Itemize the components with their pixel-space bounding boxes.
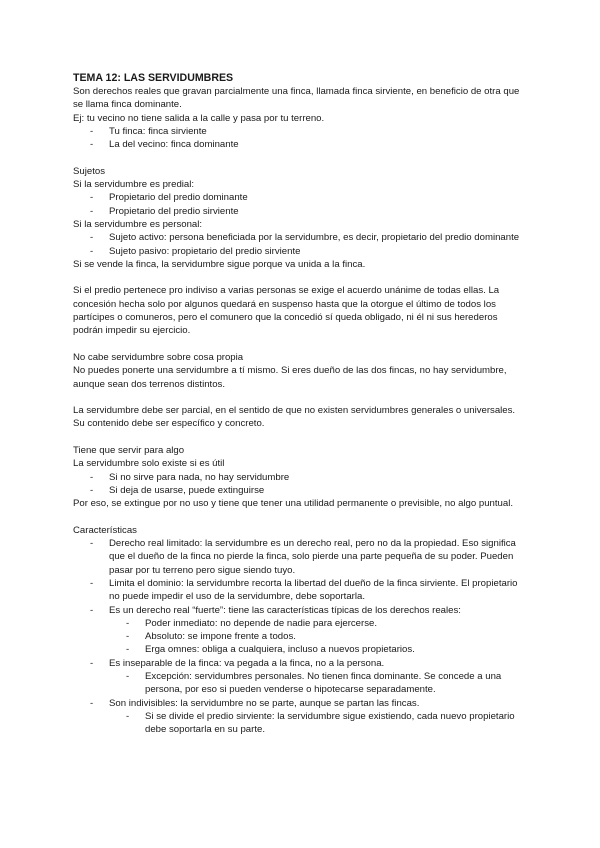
caracteristicas-list: [73, 537, 525, 736]
sujetos-closing: Si se vende la finca, la servidumbre sigue porque va unida a la finca.: [73, 258, 366, 270]
list-item: - Derecho real limitado: la servidumbre es un derecho real, pero no da la propiedad. Eso significa que el dueño de la finca no pierde la finca, solo pierde una parte pequeña de su poder. Pueden pasar por tu terreno pero sigue siendo tuyo.: [73, 537, 525, 577]
document-page: [73, 72, 525, 737]
list-item: - Si no sirve para nada, no hay servidumbre: [73, 471, 525, 484]
servir-list: [73, 471, 525, 498]
sublist-item: - Erga omnes: obliga a cualquiera, incluso a nuevos propietarios.: [109, 643, 525, 656]
cosa-propia-paragraph: No puedes ponerte una servidumbre a tí mismo. Si eres dueño de las dos fincas, no hay servidumbre, aunque sean dos terrenos distintos.: [73, 365, 507, 390]
list-item: - Propietario del predio sirviente: [73, 205, 525, 218]
section-heading-sujetos: Sujetos: [73, 165, 105, 177]
parcial-paragraph: La servidumbre debe ser parcial, en el sentido de que no existen servidumbres generales o universales. Su contenido debe ser específico y concreto.: [73, 405, 516, 430]
section-heading-caracteristicas: Características: [73, 524, 137, 536]
list-item-text: Son indivisibles: la servidumbre no se parte, aunque se partan las fincas.: [109, 697, 420, 709]
personal-list: [73, 231, 525, 258]
example-paragraph: Ej: tu vecino no tiene salida a la calle y pasa por tu terreno.: [73, 112, 325, 124]
sublist-item: - Excepción: servidumbres personales. No tienen finca dominante. Se concede a una persona, por eso si pueden venderse o hipotecarse separadamente.: [109, 670, 525, 697]
list-item: - Si deja de usarse, puede extinguirse: [73, 484, 525, 497]
document-title: TEMA 12: LAS SERVIDUMBRES: [73, 72, 234, 84]
list-item-text: Es inseparable de la finca: va pegada a la finca, no a la persona.: [109, 657, 385, 669]
personal-label: Si la servidumbre es personal:: [73, 218, 203, 230]
list-item-text: Es un derecho real “fuerte”: tiene las características típicas de los derechos reales:: [109, 604, 461, 616]
sublist-item: - Si se divide el predio sirviente: la servidumbre sigue existiendo, cada nuevo propietario debe soportarla en su parte.: [109, 710, 525, 737]
list-item: [73, 604, 525, 657]
servir-closing: Por eso, se extingue por no uso y tiene que tener una utilidad permanente o previsible, no algo puntual.: [73, 498, 514, 510]
list-item: [73, 657, 525, 697]
list-item: - Sujeto pasivo: propietario del predio sirviente: [73, 245, 525, 258]
list-item: - Limita el dominio: la servidumbre recorta la libertad del dueño de la finca sirviente. El propietario no puede impedir el uso de la servidumbre, debe soportarla.: [73, 577, 525, 604]
list-item: - Sujeto activo: persona beneficiada por la servidumbre, es decir, propietario del predio dominante: [73, 231, 525, 244]
section-heading-servir: Tiene que servir para algo: [73, 445, 185, 457]
predial-list: [73, 191, 525, 218]
predial-label: Si la servidumbre es predial:: [73, 179, 195, 191]
list-item: [73, 697, 525, 737]
sublist-item: - Poder inmediato: no depende de nadie para ejercerse.: [109, 617, 525, 630]
fuerte-sublist: [109, 617, 525, 657]
list-item: - La del vecino: finca dominante: [73, 138, 525, 151]
list-item: - Propietario del predio dominante: [73, 191, 525, 204]
proindiviso-paragraph: Si el predio pertenece pro indiviso a varias personas se exige el acuerdo unánime de todas ellas. La concesión hecha solo por algunos quedará en suspenso hasta que la otorgue el último de todos los partícipes o comuneros, pero el comunero que la concedió sí queda obligado, ni él ni sus herederos podrán impedir su ejercicio.: [73, 285, 500, 337]
indivisibles-sublist: [109, 710, 525, 737]
section-heading-cosa-propia: No cabe servidumbre sobre cosa propia: [73, 351, 244, 363]
intro-paragraph: Son derechos reales que gravan parcialmente una finca, llamada finca sirviente, en beneficio de otra que se llama finca dominante.: [73, 86, 520, 111]
inseparable-sublist: [109, 670, 525, 697]
example-list: [73, 125, 525, 152]
servir-text: La servidumbre solo existe si es útil: [73, 458, 225, 470]
list-item: - Tu finca: finca sirviente: [73, 125, 525, 138]
sublist-item: - Absoluto: se impone frente a todos.: [109, 630, 525, 643]
